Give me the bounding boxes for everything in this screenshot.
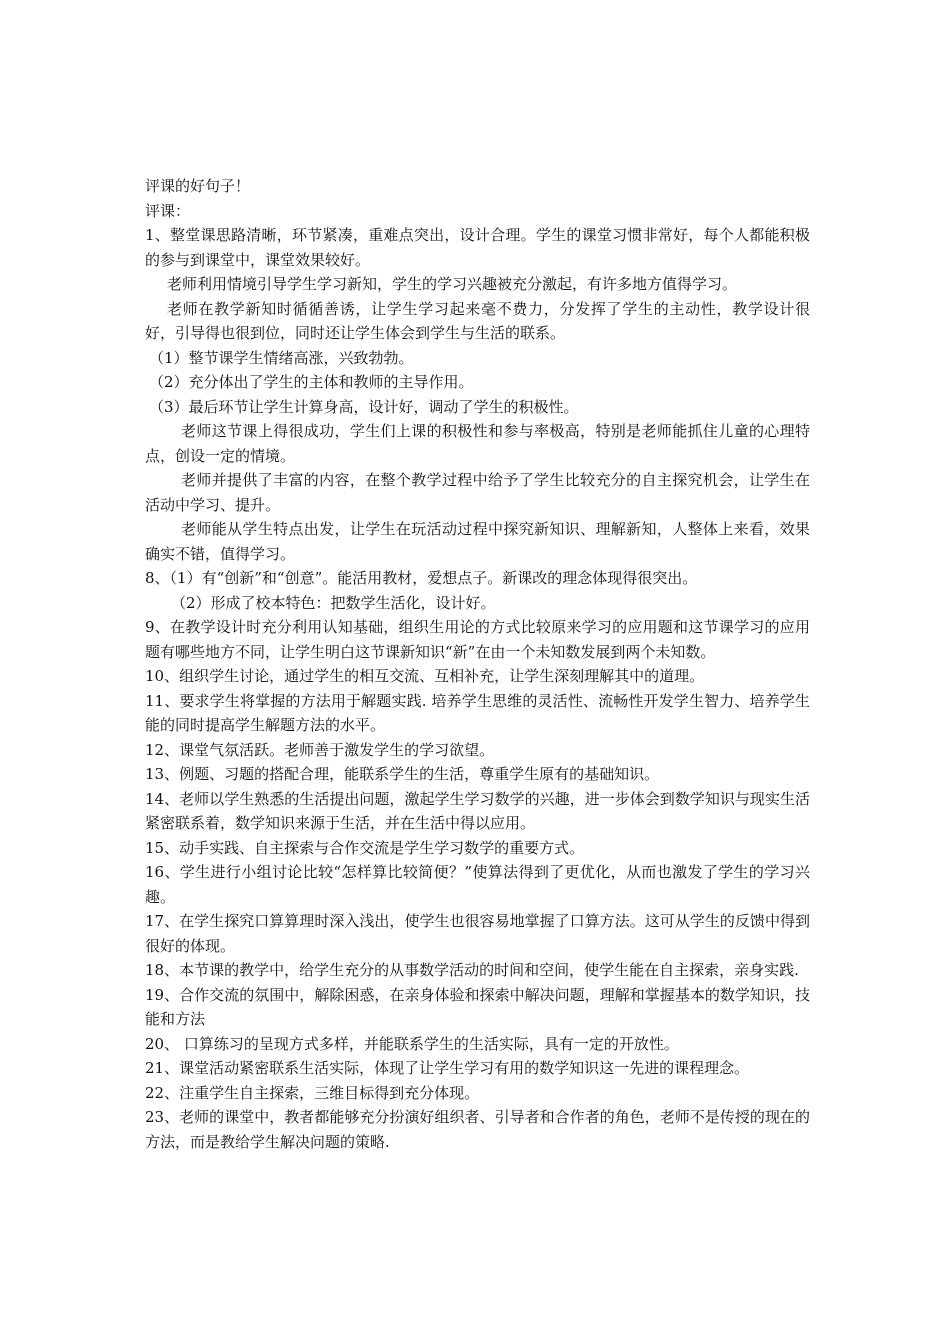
- list-item: 13、例题、习题的搭配合理，能联系学生的生活，尊重学生原有的基础知识。: [145, 765, 660, 783]
- list-item: （1）整节课学生情绪高涨，兴致勃勃。: [149, 348, 414, 367]
- paragraph: 老师在教学新知时循循善诱，让学生学习起来毫不费力，分发挥了学生的主动性，教学设计很好，引导得也很到位，同时还让学生体会到学生与生活的联系。: [145, 299, 810, 342]
- doc-title: 评课的好句子！: [145, 177, 251, 195]
- list-item: 18、本节课的教学中，给学生充分的从事数学活动的时间和空间，使学生能在自主探索，亲身实践.: [145, 961, 799, 979]
- list-item: （3）最后环节让学生计算身高，设计好，调动了学生的积极性。: [149, 397, 579, 416]
- list-item: 15、动手实践、自主探索与合作交流是学生学习数学的重要方式。: [145, 838, 585, 857]
- list-item: 20、 口算练习的呈现方式多样，并能联系学生的生活实际，具有一定的开放性。: [145, 1034, 679, 1053]
- list-item: 17、在学生探究口算算理时深入浅出，使学生也很容易地掌握了口算方法。这可从学生的反馈中得到很好的体现。: [145, 912, 810, 955]
- list-item: （2）充分体出了学生的主体和教师的主导作用。: [149, 373, 474, 391]
- paragraph: 老师并提供了丰富的内容，在整个教学过程中给予了学生比较充分的自主探究机会，让学生在活动中学习、提升。: [145, 471, 810, 514]
- list-item: 22、注重学生自主探索，三维目标得到充分体现。: [145, 1083, 480, 1102]
- list-item: 19、合作交流的氛围中，解除困惑，在亲身体验和探索中解决问题，理解和掌握基本的数学知识，技能和方法: [145, 985, 810, 1028]
- list-item: 11、要求学生将掌握的方法用于解题实践. 培养学生思维的灵活性、流畅性开发学生智力、培养学生能的同时提高学生解题方法的水平。: [145, 691, 810, 734]
- list-item: 12、课堂气氛活跃。老师善于激发学生的学习欲望。: [145, 740, 495, 759]
- list-item: 10、组织学生讨论，通过学生的相互交流、互相补充，让学生深刻理解其中的道理。: [145, 667, 705, 685]
- paragraph: 老师能从学生特点出发，让学生在玩活动过程中探究新知识、理解新知，人整体上来看，效果确实不错，值得学习。: [145, 520, 810, 563]
- document-body: [145, 174, 810, 1154]
- list-item: （2）形成了校本特色：把数学生活化，设计好。: [171, 593, 496, 612]
- list-item: 14、老师以学生熟悉的生活提出问题，激起学生学习数学的兴趣，进一步体会到数学知识与现实生活紧密联系着，数学知识来源于生活，并在生活中得以应用。: [145, 789, 810, 832]
- paragraph: 老师这节课上得很成功，学生们上课的积极性和参与率极高，特别是老师能抓住儿童的心理特点，创设一定的情境。: [145, 422, 810, 465]
- paragraph: 1、整堂课思路清晰，环节紧凑，重难点突出，设计合理。学生的课堂习惯非常好，每个人都能积极的参与到课堂中，课堂效果较好。: [145, 226, 810, 269]
- list-item: 23、老师的课堂中，教者都能够充分扮演好组织者、引导者和合作者的角色，老师不是传授的现在的方法，而是教给学生解决问题的策略.: [145, 1108, 810, 1151]
- paragraph: 老师利用情境引导学生学习新知，学生的学习兴趣被充分激起，有许多地方值得学习。: [167, 275, 738, 293]
- list-item: 21、课堂活动紧密联系生活实际，体现了让学生学习有用的数学知识这一先进的课程理念。: [145, 1059, 750, 1077]
- list-item: 16、学生进行小组讨论比较“怎样算比较简便？”使算法得到了更优化，从而也激发了学生的学习兴趣。: [145, 863, 810, 906]
- doc-subtitle: 评课：: [145, 201, 191, 220]
- list-item: 8、（1）有“创新”和“创意”。能活用教材，爱想点子。新课改的理念体现得很突出。: [145, 569, 698, 587]
- list-item: 9、在教学设计时充分利用认知基础，组织生用论的方式比较原来学习的应用题和这节课学习的应用题有哪些地方不同，让学生明白这节课新知识“新”在由一个未知数发展到两个未知数。: [145, 618, 810, 661]
